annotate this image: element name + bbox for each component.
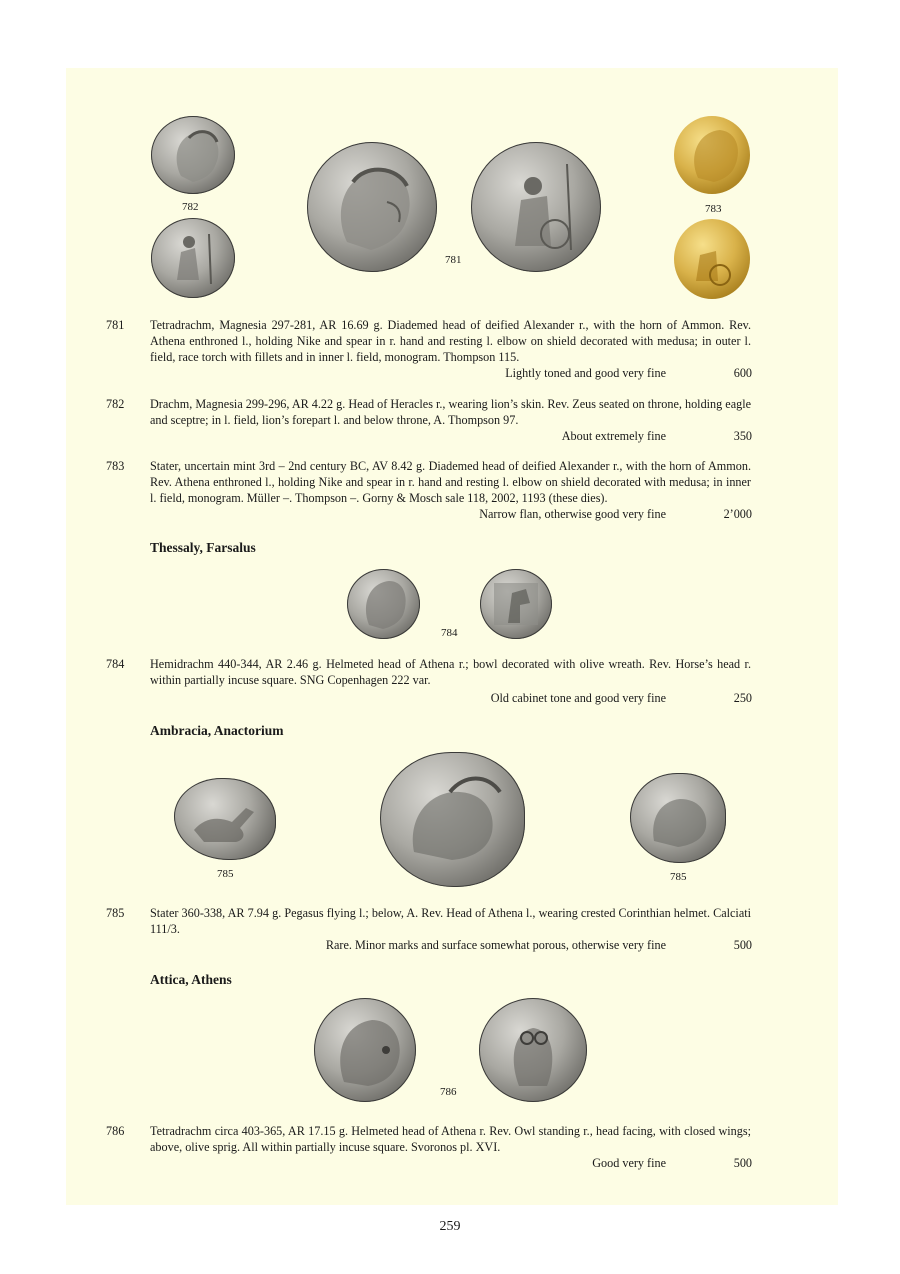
- lot-condition: Narrow flan, otherwise good very fine: [473, 506, 666, 522]
- lot-number: 783: [106, 459, 125, 473]
- coin-782-obverse-image: [151, 116, 235, 194]
- coin-caption-784: 784: [441, 627, 458, 639]
- section-heading-athens: Attica, Athens: [150, 972, 232, 987]
- lot-condition: Good very fine: [592, 1156, 666, 1170]
- lot-price: 250: [733, 691, 752, 705]
- coin-783-reverse-image: [674, 219, 750, 299]
- coin-785-athena-large-image: [380, 752, 525, 887]
- lot-description: Hemidrachm 440-344, AR 2.46 g. Helmeted head of Athena r.; bowl decorated with olive wreath. Rev. Horse’s head r. within partially incuse square. SNG Copenhagen 222 var.: [150, 657, 751, 687]
- lot-condition: Rare. Minor marks and surface somewhat porous, otherwise very fine: [325, 938, 666, 952]
- coin-caption-786: 786: [440, 1086, 457, 1098]
- lot-number: 784: [106, 657, 125, 671]
- lot-description: Tetradrachm circa 403-365, AR 17.15 g. Helmeted head of Athena r. Rev. Owl standing r., head facing, with closed wings; above, olive sprig. All within partially incuse square. Svoronos pl. XVI.: [150, 1124, 751, 1154]
- section-heading-farsalus: Thessaly, Farsalus: [150, 540, 256, 555]
- section-heading-ambracia: Ambracia, Anactorium: [150, 723, 284, 738]
- lot-description: Drachm, Magnesia 299-296, AR 4.22 g. Head of Heracles r., wearing lion’s skin. Rev. Zeus seated on throne, holding eagle and sceptre; in l. field, lion’s forepart l. and below throne, A. Thompson 97.: [150, 397, 751, 427]
- coin-785-athena-small-image: [630, 773, 726, 863]
- lot-price: 600: [733, 366, 752, 380]
- page-number: 259: [439, 1219, 461, 1234]
- coin-caption-785-right: 785: [670, 871, 687, 883]
- lot-condition: About extremely fine: [561, 429, 666, 443]
- coin-784-reverse-image: [480, 569, 552, 639]
- lot-description: Stater, uncertain mint 3rd – 2nd century BC, AV 8.42 g. Diademed head of deified Alexander r., with the horn of Ammon. Rev. Athena enthroned l., holding Nike and spear in r. hand and resting l. elbow on shield decorated with medusa; in inner l. field, monogram. Müller –. Thompson –. Gorny & Mosch sale 118, 2002, 1193 (these dies).: [150, 459, 751, 505]
- lot-description: Tetradrachm, Magnesia 297-281, AR 16.69 g. Diademed head of deified Alexander r., with the horn of Ammon. Rev. Athena enthroned l., holding Nike and spear in r. hand and resting l. elbow on shield decorated with medusa; in outer l. field, race torch with fillets and in inner l. field, monogram. Thompson 115.: [150, 318, 751, 364]
- lot-782: [106, 396, 752, 446]
- lot-784: [106, 656, 752, 706]
- lot-description: Stater 360-338, AR 7.94 g. Pegasus flying l.; below, A. Rev. Head of Athena l., wearing crested Corinthian helmet. Calciati 111/3.: [150, 906, 751, 936]
- coin-783-obverse-image: [674, 116, 750, 194]
- coin-caption-785-left: 785: [217, 868, 234, 880]
- lot-781: [106, 317, 752, 383]
- lot-condition: Lightly toned and good very fine: [505, 366, 666, 380]
- coin-caption-781: 781: [445, 254, 462, 266]
- lot-price: 350: [733, 429, 752, 443]
- coin-784-obverse-image: [347, 569, 420, 639]
- coin-caption-783: 783: [705, 203, 722, 215]
- lot-price: 500: [733, 938, 752, 952]
- coin-781-obverse-image: [307, 142, 437, 272]
- coin-782-reverse-image: [151, 218, 235, 298]
- coin-781-reverse-image: [471, 142, 601, 272]
- lot-785: [106, 905, 752, 955]
- coin-caption-782: 782: [182, 201, 199, 213]
- lot-number: 781: [106, 318, 125, 332]
- lot-number: 782: [106, 397, 125, 411]
- lot-condition: Old cabinet tone and good very fine: [490, 691, 666, 705]
- coin-786-obverse-image: [314, 998, 416, 1102]
- coin-786-reverse-image: [479, 998, 587, 1102]
- lot-786: [106, 1123, 752, 1173]
- lot-783: [106, 458, 752, 524]
- lot-price: 2’000: [723, 507, 752, 521]
- lot-price: 500: [733, 1156, 752, 1170]
- lot-number: 785: [106, 906, 125, 920]
- coin-785-pegasus-image: [174, 778, 276, 860]
- lot-number: 786: [106, 1124, 125, 1138]
